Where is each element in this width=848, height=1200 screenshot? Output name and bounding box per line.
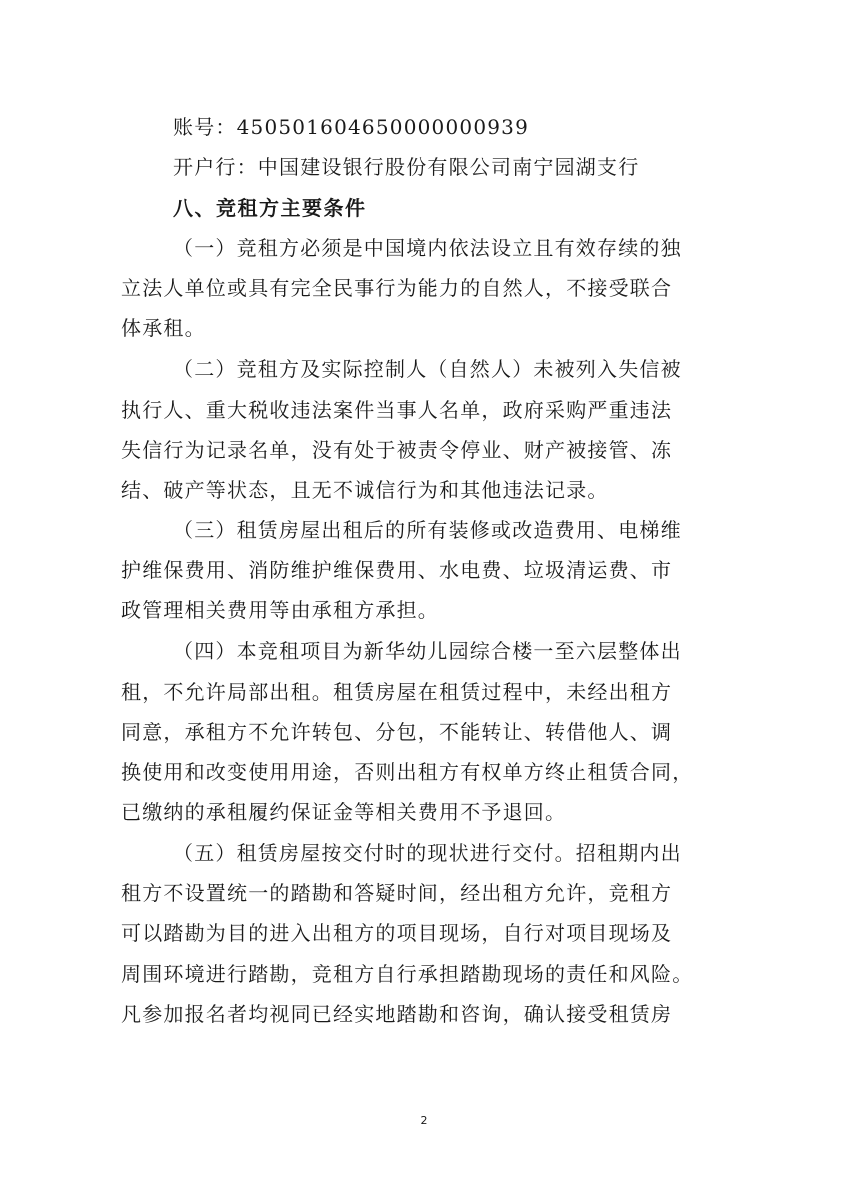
clause-line: 同意，承租方不允许转包、分包，不能转让、转借他人、调	[121, 720, 673, 744]
clause-line: 体承租。	[121, 316, 206, 340]
clause-line: （五）租赁房屋按交付时的现状进行交付。招租期内出	[173, 841, 682, 865]
account-number: 账号：450501604650000000939	[173, 115, 530, 139]
clause-line: 结、破产等状态，且无不诚信行为和其他违法记录。	[121, 478, 609, 502]
clause-line: 护维保费用、消防维护维保费用、水电费、垃圾清运费、市	[121, 558, 673, 582]
clause-line: 凡参加报名者均视同已经实地踏勘和咨询，确认接受租赁房	[121, 1002, 673, 1026]
bank-name: 开户行：中国建设银行股份有限公司南宁园湖支行	[173, 155, 640, 179]
clause-line: 立法人单位或具有完全民事行为能力的自然人，不接受联合	[121, 276, 673, 300]
clause-line: 失信行为记录名单，没有处于被责令停业、财产被接管、冻	[121, 438, 673, 462]
section-heading: 八、竞租方主要条件	[173, 196, 367, 220]
clause-line: 可以踏勘为目的进入出租方的项目现场，自行对项目现场及	[121, 921, 673, 945]
clause-line: （一）竞租方必须是中国境内依法设立且有效存续的独	[173, 236, 682, 260]
clause-line: 周围环境进行踏勘，竞租方自行承担踏勘现场的责任和风险。	[121, 962, 694, 986]
clause-line: （四）本竞租项目为新华幼儿园综合楼一至六层整体出	[173, 639, 682, 663]
clause-line: 政管理相关费用等由承租方承担。	[121, 598, 439, 622]
page-number: 2	[420, 1114, 428, 1127]
clause-line: 租方不设置统一的踏勘和答疑时间，经出租方允许，竞租方	[121, 881, 673, 905]
clause-line: 租，不允许局部出租。租赁房屋在租赁过程中，未经出租方	[121, 680, 673, 704]
clause-line: 执行人、重大税收违法案件当事人名单，政府采购严重违法	[121, 398, 673, 422]
clause-line: （二）竞租方及实际控制人（自然人）未被列入失信被	[173, 357, 682, 381]
clause-line: 换使用和改变使用用途，否则出租方有权单方终止租赁合同，	[121, 760, 694, 784]
clause-line: 已缴纳的承租履约保证金等相关费用不予退回。	[121, 800, 567, 824]
clause-line: （三）租赁房屋出租后的所有装修或改造费用、电梯维	[173, 518, 682, 542]
